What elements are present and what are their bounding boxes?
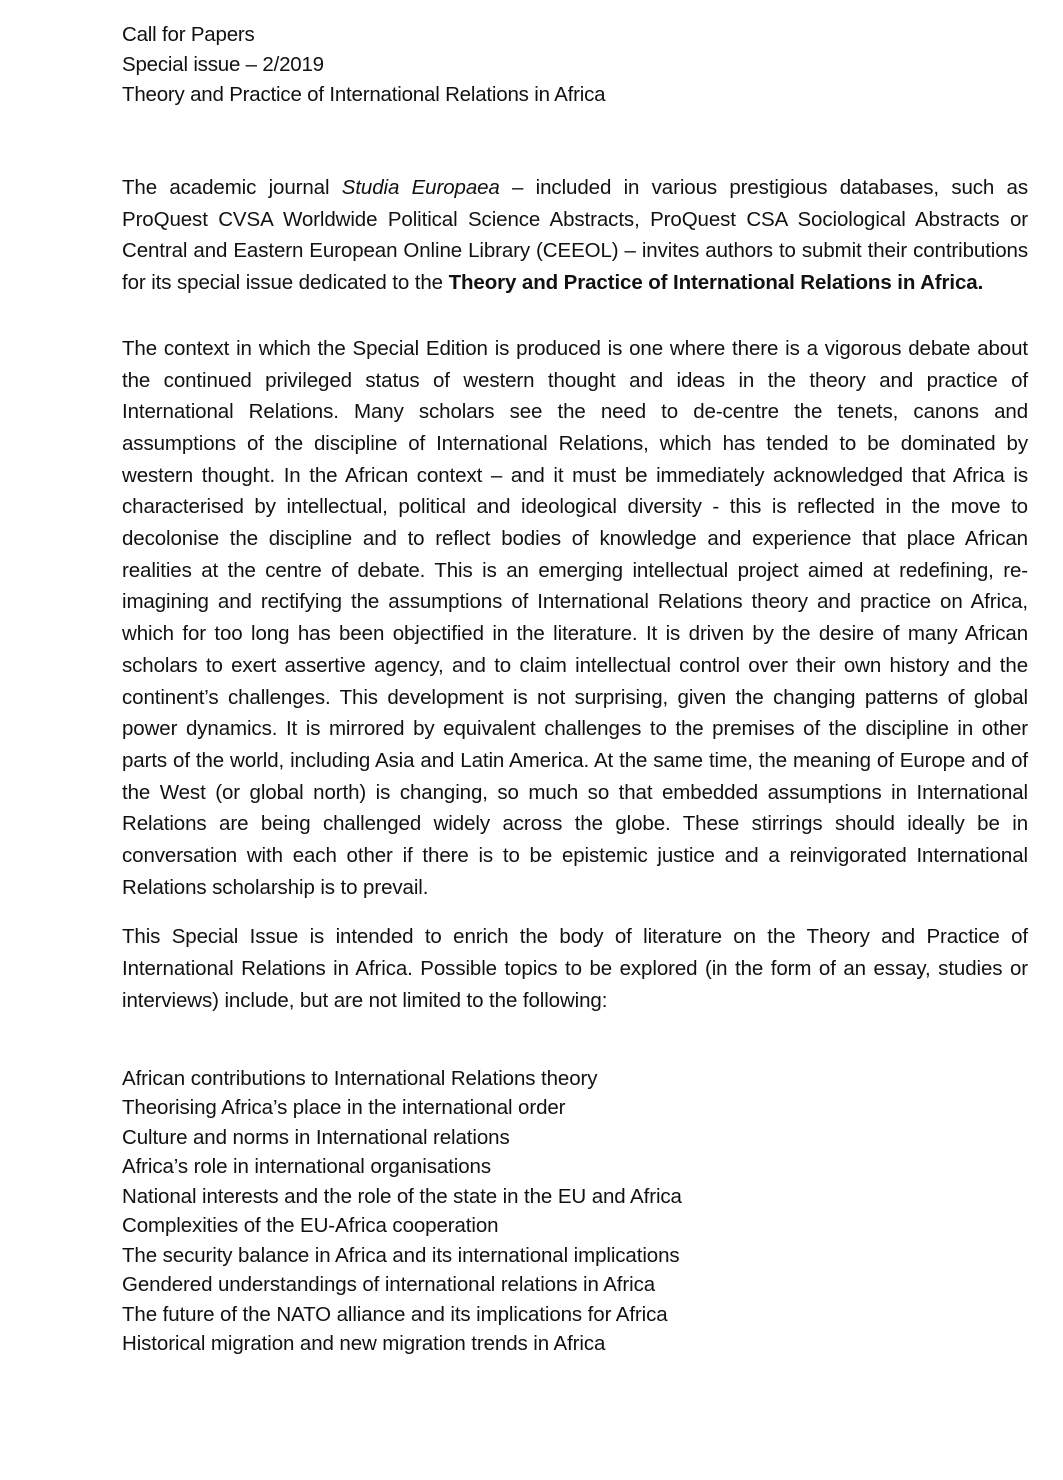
doc-heading-issue: Special issue – 2/2019 — [122, 53, 324, 76]
journal-name: Studia Europaea — [341, 176, 500, 199]
intro-bold-topic: Theory and Practice of International Relations in Africa. — [448, 271, 984, 295]
topic-item: Historical migration and new migration trends in Africa — [122, 1332, 606, 1356]
intro-text-start: The academic journal — [122, 176, 342, 199]
intro-text-middle: – included in various prestigious databases, such as ProQuest CVSA Worldwide Political Science Abstracts, ProQuest CSA Sociological Abstracts or Central and Eastern European Online Library (CEEOL) – invites authors to submit their contributions for its special issue dedicated to the — [122, 176, 1028, 295]
doc-heading-call: Call for Papers — [122, 23, 255, 46]
doc-heading-title: Theory and Practice of International Relations in Africa — [122, 83, 606, 106]
document-page — [122, 20, 1028, 1359]
topic-item: Africa’s role in international organisations — [122, 1155, 491, 1179]
topics-list — [122, 1064, 1028, 1359]
topic-item: Complexities of the EU-Africa cooperation — [122, 1214, 499, 1238]
topic-item: Gendered understandings of international relations in Africa — [122, 1273, 656, 1297]
context-paragraph: The context in which the Special Edition is produced is one where there is a vigorous debate about the continued privileged status of western thought and ideas in the theory and practice of International Relations. Many scholars see the need to de-centre the tenets, canons and assumptions of the discipline of International Relations, which has tended to be dominated by western thought. In the African context – and it must be immediately acknowledged that Africa is characterised by intellectual, political and ideological diversity - this is reflected in the move to decolonise the discipline and to reflect bodies of knowledge and experience that place African realities at the centre of debate. This is an emerging intellectual project aimed at redefining, re-imagining and rectifying the assumptions of International Relations theory and practice on Africa, which for too long has been objectified in the literature. It is driven by the desire of many African scholars to exert assertive agency, and to claim intellectual control over their own history and the continent’s challenges. This development is not surprising, given the changing patterns of global power dynamics. It is mirrored by equivalent challenges to the premises of the discipline in other parts of the world, including Asia and Latin America. At the same time, the meaning of Europe and of the West (or global north) is changing, so much so that embedded assumptions in International Relations are being challenged widely across the globe. These stirrings should ideally be in conversation with each other if there is to be epistemic justice and a reinvigorated International Relations scholarship is to prevail. — [122, 336, 1028, 899]
topic-item: Theorising Africa’s place in the international order — [122, 1096, 566, 1120]
purpose-paragraph: This Special Issue is intended to enrich the body of literature on the Theory and Practice of International Relations in Africa. Possible topics to be explored (in the form of an essay, studies or interviews) include, but are not limited to the following: — [122, 925, 1028, 1012]
topic-item: The security balance in Africa and its international implications — [122, 1243, 680, 1267]
topic-item: The future of the NATO alliance and its implications for Africa — [122, 1302, 668, 1326]
intro-paragraph — [122, 172, 1028, 299]
topic-item: African contributions to International Relations theory — [122, 1066, 598, 1090]
topic-item: Culture and norms in International relations — [122, 1125, 510, 1149]
topic-item: National interests and the role of the state in the EU and Africa — [122, 1184, 682, 1208]
